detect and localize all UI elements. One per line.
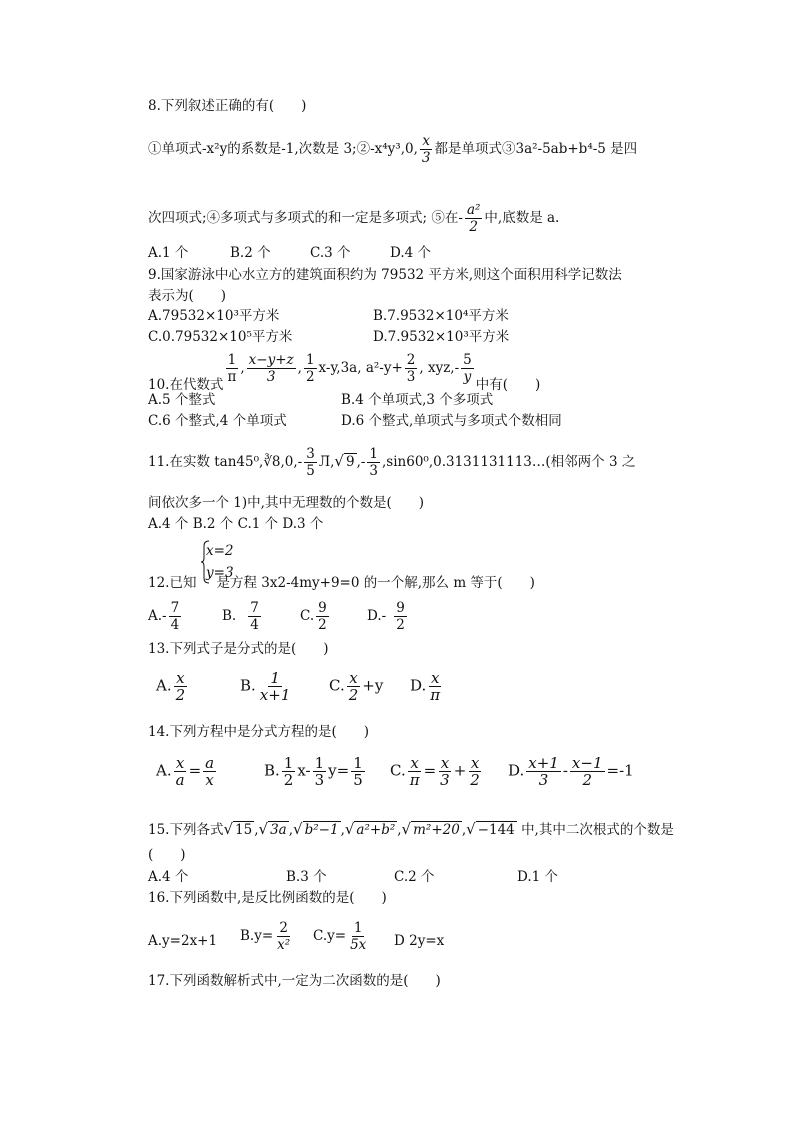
option-label: C.y= <box>313 928 347 944</box>
numerator: 1 <box>305 352 315 368</box>
q8-option-d: D.4 个 <box>390 245 432 261</box>
q10-stem-a: 10.在代数式 <box>148 377 224 393</box>
option-label: A.- <box>148 608 167 624</box>
q14-option-b <box>264 755 367 788</box>
numerator: 9 <box>318 600 327 616</box>
option-label: B. <box>222 608 237 624</box>
fraction <box>468 755 482 788</box>
fraction <box>348 920 368 953</box>
numerator: a <box>205 754 215 772</box>
numerator: 1 <box>369 446 379 462</box>
q12-option-d <box>367 600 409 633</box>
radicand: 15 <box>235 822 253 838</box>
q15-option-b: B.3 个 <box>286 869 327 885</box>
option-label: D. <box>508 761 525 780</box>
q13-option-a <box>156 670 189 703</box>
q12-option-b <box>222 600 263 633</box>
q8-line2 <box>148 202 559 235</box>
denominator: 2 <box>470 771 480 789</box>
fraction <box>313 755 327 788</box>
fraction-5-over-y <box>461 352 474 385</box>
denominator: 2 <box>283 771 294 789</box>
denominator: 2 <box>318 617 327 633</box>
q15-option-d: D.1 个 <box>517 869 559 885</box>
numerator: x <box>175 754 185 772</box>
denominator: 3 <box>440 771 450 789</box>
fraction <box>248 600 261 633</box>
q8-option-b: B.2 个 <box>230 245 271 261</box>
fraction <box>258 670 293 703</box>
q17-stem: 17.下列函数解析式中,一定为二次函数的是( ) <box>148 973 441 989</box>
numerator: x <box>430 669 440 687</box>
fraction-x-over-3 <box>420 133 433 166</box>
denominator: 4 <box>170 617 180 633</box>
q9-option-b: B.7.9532×10⁴平方米 <box>373 308 509 324</box>
radicand: a²+b² <box>356 822 396 838</box>
option-label: A. <box>156 676 172 695</box>
numerator: x <box>176 669 185 687</box>
denominator: 3 <box>538 771 549 789</box>
radicand: m²+20 <box>413 822 460 838</box>
q10-option-b: B.4 个单项式,3 个多项式 <box>341 392 494 408</box>
fraction <box>169 600 182 633</box>
system-eq-2: y=3 <box>206 565 234 581</box>
q15-option-a: A.4 个 <box>148 869 189 885</box>
q9-option-c: C.0.79532×10⁵平方米 <box>148 329 293 345</box>
fraction <box>408 755 422 788</box>
q13-stem: 13.下列式子是分式的是( ) <box>148 641 329 657</box>
q10-expr-text-2: , xyz,- <box>419 360 460 376</box>
equals: = <box>423 761 437 780</box>
fraction <box>203 755 216 788</box>
q9-stem-1: 9.国家游泳中心水立方的建筑面积约为 79532 平方米,则这个面积用科学记数法 <box>148 267 622 283</box>
numerator: 1 <box>283 754 294 772</box>
q8-stem: 8.下列叙述正确的有( ) <box>148 98 307 114</box>
numerator: x <box>410 754 419 772</box>
fraction <box>282 755 296 788</box>
fraction-2-over-3 <box>405 352 418 385</box>
q11-stem <box>148 446 635 479</box>
q12-stem-a: 12.已知 <box>148 575 197 591</box>
radicand: 3a <box>270 822 287 838</box>
numerator: x−y+z <box>248 352 294 368</box>
q14-option-c <box>390 755 484 788</box>
sqrt-a2-plus-b2: √ a²+b² <box>344 820 396 838</box>
q16-option-d: D 2y=x <box>394 933 445 949</box>
numerator: 9 <box>396 600 405 616</box>
sqrt-15: √ 15 <box>223 820 253 838</box>
numerator: x <box>422 133 430 149</box>
numerator: 7 <box>170 600 180 616</box>
denominator: π <box>227 369 237 385</box>
option-label: B. <box>264 761 280 780</box>
radicand: b²−1 <box>304 822 339 838</box>
denominator: 5 <box>353 771 363 789</box>
numerator: 3 <box>306 446 315 462</box>
q8-option-a: A.1 个 <box>148 245 189 261</box>
q9-option-d: D.7.9532×10³平方米 <box>373 329 510 345</box>
q14-stem: 14.下列方程中是分式方程的是( ) <box>148 724 370 740</box>
denominator: 2 <box>396 617 405 633</box>
minus: - <box>562 761 568 780</box>
fraction-1-over-3 <box>367 446 380 479</box>
option-label: D.- <box>367 608 387 624</box>
text: y= <box>328 761 350 780</box>
q15-option-c: C.2 个 <box>394 869 435 885</box>
denominator: π <box>409 771 420 789</box>
fraction-xyz-over-3 <box>247 352 296 385</box>
numerator: 1 <box>314 754 325 772</box>
q12-stem-b: 是方程 3x2-4my+9=0 的一个解,那么 m 等于( ) <box>216 575 535 591</box>
q8-line2-a: 次四项式;④多项式与多项式的和一定是多项式; ⑤在- <box>148 210 463 226</box>
numerator: 7 <box>250 600 259 616</box>
option-label: B.y= <box>240 928 274 944</box>
q16-option-c <box>313 920 370 953</box>
q11-text-1: ,0,- <box>280 454 303 470</box>
sqrt-3a: √ 3a <box>258 820 287 838</box>
fraction <box>174 755 187 788</box>
q10-expr-text-1: x-y,3a, a²-y+ <box>318 360 403 376</box>
q16-stem: 16.下列函数中,是反比例函数的是( ) <box>148 890 387 906</box>
q11-stem-a: 11.在实数 tan45⁰, <box>148 454 264 470</box>
option-label: B. <box>240 676 256 695</box>
q11-text-2: Л, <box>318 454 335 470</box>
q11-line2: 间依次多一个 1)中,其中无理数的个数是( ) <box>148 495 424 511</box>
q10-stem-b: 中有( ) <box>475 377 541 393</box>
q8-line2-b: 中,底数是 a. <box>484 210 560 226</box>
q8-line1-a: ①单项式-x²y的系数是-1,次数是 3;②-x⁴y³,0, <box>148 141 418 157</box>
equals: = <box>188 761 202 780</box>
q15-stem-a: 15.下列各式 <box>148 822 224 838</box>
numerator: 1 <box>353 920 363 936</box>
q8-line1 <box>148 133 637 166</box>
radicand: −144 <box>477 822 515 838</box>
denominator: 2 <box>348 686 359 704</box>
numerator: 1 <box>270 669 280 687</box>
option-label: C. <box>329 676 345 695</box>
q13-option-d <box>410 670 444 703</box>
fraction <box>526 755 561 788</box>
numerator: x <box>349 669 358 687</box>
denominator: 2 <box>305 369 315 385</box>
denominator: x+1 <box>259 686 291 704</box>
option-label: C. <box>390 761 406 780</box>
fraction-a2-over-2 <box>465 202 482 235</box>
denominator: x² <box>277 937 291 953</box>
fraction <box>347 670 361 703</box>
q8-line1-b: 都是单项式③3a²-5ab+b⁴-5 是四 <box>434 141 638 157</box>
option-label: D. <box>410 676 427 695</box>
system-eq-1: x=2 <box>206 543 234 559</box>
numerator: x <box>470 754 480 772</box>
q9-stem-2: 表示为( ) <box>148 288 227 304</box>
denominator: y <box>463 369 472 385</box>
denominator: 3 <box>369 463 379 479</box>
denominator: 2 <box>469 219 478 235</box>
q10-stem: 10.在代数式 $\frac{1}{\pi}$ , $\frac{x-y+z}{3}$ , $\frac{1}{2}$ x-y,3a, a²-y+ $\frac{2}{3}$ , xyz,- $\frac{5}{y}$ 中有( ) <box>148 352 541 393</box>
numerator: x+1 <box>528 754 559 772</box>
q14-option-a <box>156 755 218 788</box>
q15-paren: ( ) <box>148 847 186 863</box>
fraction <box>275 920 292 953</box>
fraction-3-over-5 <box>304 446 317 479</box>
text: =-1 <box>606 761 634 780</box>
denominator: a <box>175 771 185 789</box>
denominator: 5x <box>350 937 367 953</box>
q11-text-3: ,- <box>356 454 366 470</box>
sqrt-b2-minus-1: √ b²−1 <box>293 820 339 838</box>
numerator: a² <box>466 202 481 218</box>
denominator: 3 <box>314 771 325 789</box>
denominator: 5 <box>306 463 315 479</box>
fraction-1-over-pi <box>225 352 238 385</box>
numerator: x <box>440 754 450 772</box>
q14-option-d <box>508 755 634 788</box>
q9-option-a: A.79532×10³平方米 <box>148 308 280 324</box>
denominator: 2 <box>175 686 186 704</box>
q12-option-c <box>300 600 331 633</box>
sqrt-neg-144: √ −144 <box>466 820 515 838</box>
option-label: C. <box>300 608 315 624</box>
denominator: 3 <box>421 150 431 166</box>
q10-option-d: D.6 个整式,单项式与多项式个数相同 <box>341 413 562 429</box>
numerator: 2 <box>406 352 416 368</box>
q11-stem-b: ,sin60⁰,0.3131131113…(相邻两个 3 之 <box>382 454 636 470</box>
denominator: 3 <box>406 369 416 385</box>
q10-option-c: C.6 个整式,4 个单项式 <box>148 413 287 429</box>
q8-option-c: C.3 个 <box>310 245 351 261</box>
fraction <box>428 670 442 703</box>
denominator: 4 <box>250 617 259 633</box>
fraction <box>570 755 605 788</box>
q11-options: A.4 个 B.2 个 C.1 个 D.3 个 <box>148 516 324 532</box>
denominator: π <box>430 686 441 704</box>
numerator: 2 <box>279 920 288 936</box>
fraction <box>394 600 407 633</box>
numerator: 5 <box>463 352 472 368</box>
fraction-1-over-2 <box>304 352 317 385</box>
q12-option-a <box>148 600 183 633</box>
cube-root-8: ∛8 <box>263 454 281 470</box>
denominator: 2 <box>582 771 592 789</box>
numerator: x−1 <box>571 754 603 772</box>
q16-option-b <box>240 920 294 953</box>
sqrt-m2-plus-20: √ m²+20 <box>401 820 460 838</box>
q13-option-c <box>329 670 383 703</box>
q15-stem: 15.下列各式 √ 15 , √ 3a , √ b²−1 , √ a²+b² , √ m²+20 , √ −144 中,其中二次根式的个数是 <box>148 820 674 838</box>
q16-option-a: A.y=2x+1 <box>148 933 218 949</box>
q12-stem <box>148 574 535 592</box>
denominator: 3 <box>266 369 276 385</box>
radicand: 9 <box>345 454 355 470</box>
option-tail: +y <box>362 676 384 695</box>
numerator: 1 <box>227 352 237 368</box>
denominator: x <box>205 771 214 789</box>
option-label: A. <box>156 761 172 780</box>
text: x- <box>297 761 311 780</box>
sqrt-9: √ 9 <box>334 452 355 470</box>
q15-stem-b: 中,其中二次根式的个数是 <box>521 822 674 838</box>
q13-option-b <box>240 670 294 703</box>
plus: + <box>453 761 467 780</box>
fraction <box>174 670 188 703</box>
q10-option-a: A.5 个整式 <box>148 392 216 408</box>
fraction <box>438 755 452 788</box>
fraction <box>316 600 329 633</box>
fraction <box>351 755 365 788</box>
numerator: 1 <box>353 754 363 772</box>
